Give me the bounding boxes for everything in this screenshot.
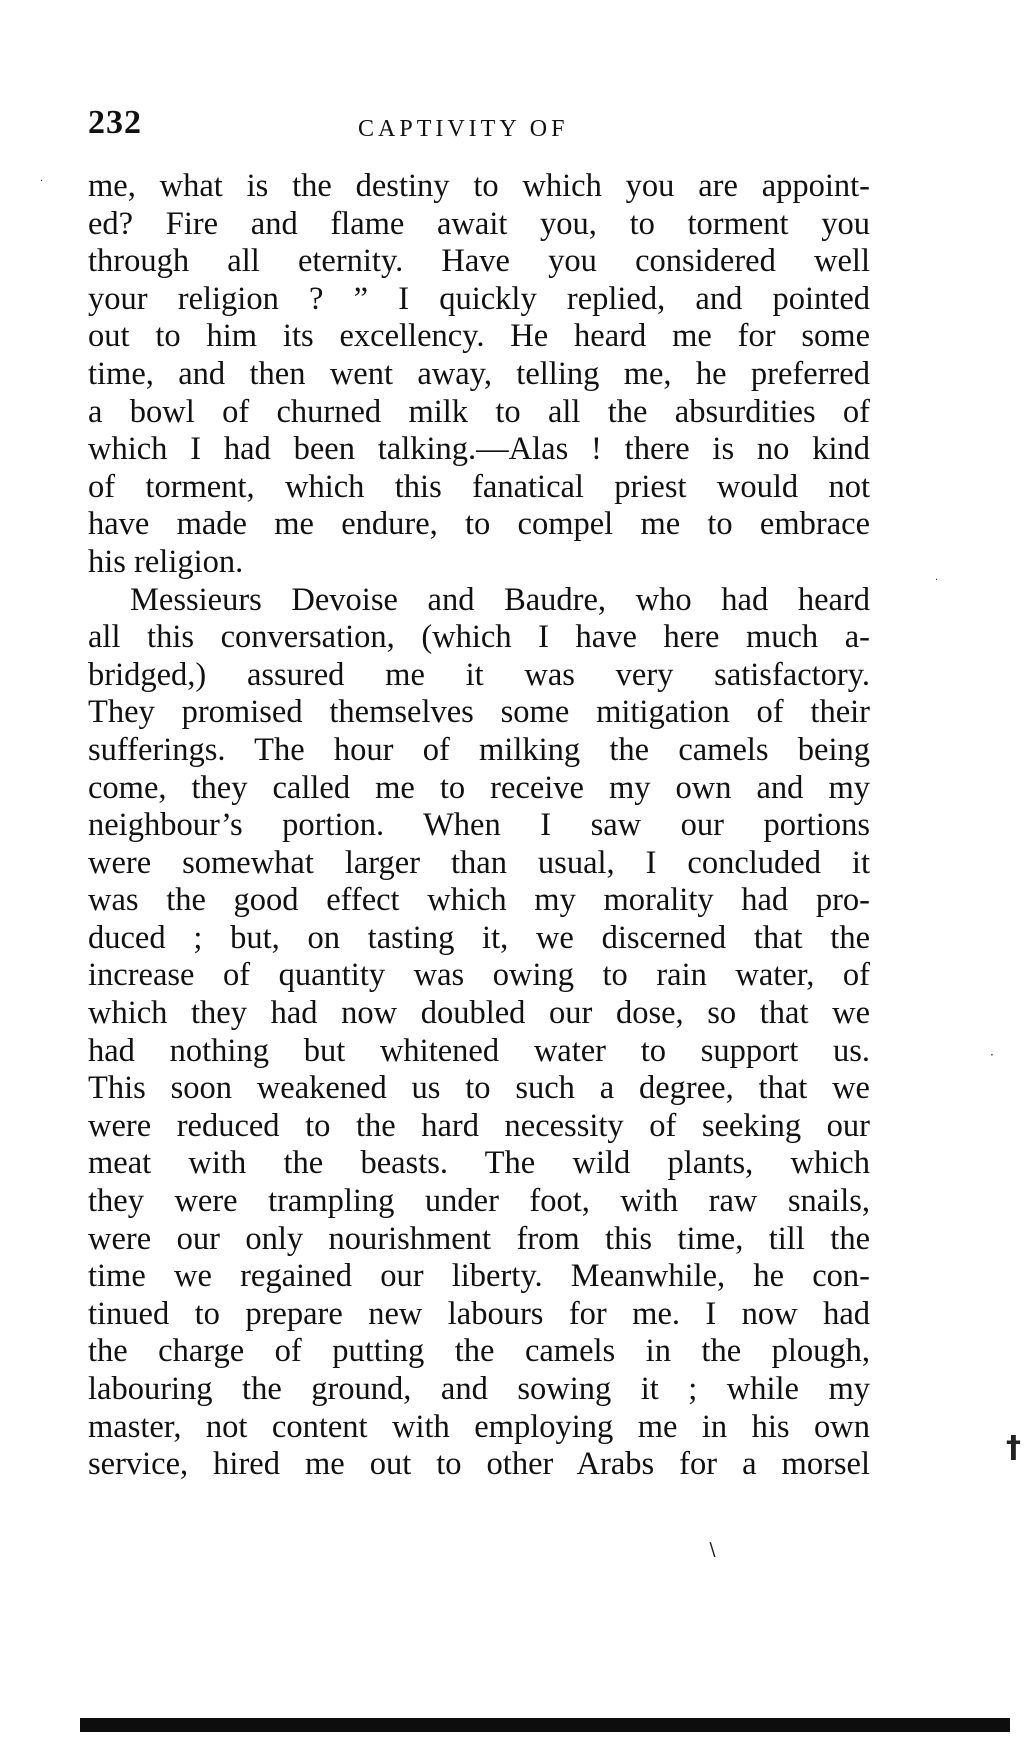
text-line: had nothing but whitened water to support us. bbox=[88, 1032, 870, 1069]
text-line: This soon weakened us to such a degree, that we bbox=[88, 1070, 870, 1107]
text-line: time, and then went away, telling me, he preferred bbox=[88, 355, 870, 392]
margin-speck: · bbox=[990, 1048, 994, 1062]
text-line: ed? Fire and flame await you, to torment you bbox=[88, 205, 870, 242]
text-line: of torment, which this fanatical priest would not bbox=[88, 468, 870, 505]
text-line: master, not content with employing me in his own bbox=[88, 1408, 870, 1445]
text-line: which I had been talking.—Alas ! there is no kind bbox=[88, 431, 870, 468]
bottom-rule bbox=[80, 1718, 1010, 1732]
text-line: out to him its excellency. He heard me for some bbox=[88, 318, 870, 355]
text-line: a bowl of churned milk to all the absurdities of bbox=[88, 393, 870, 430]
text-line: have made me endure, to compel me to embrace bbox=[88, 506, 870, 543]
text-line: bridged,) assured me it was very satisfactory. bbox=[88, 656, 870, 693]
text-line: They promised themselves some mitigation of their bbox=[88, 694, 870, 731]
text-line: they were trampling under foot, with raw snails, bbox=[88, 1183, 870, 1220]
paragraph-end-line: his religion. bbox=[88, 543, 244, 580]
text-line: labouring the ground, and sowing it ; while my bbox=[88, 1371, 870, 1407]
text-line: neighbour’s portion. When I saw our portions bbox=[88, 807, 870, 844]
text-line: meat with the beasts. The wild plants, which bbox=[88, 1145, 870, 1182]
text-line: increase of quantity was owing to rain water, of bbox=[88, 957, 870, 994]
text-line: was the good effect which my morality had pro- bbox=[88, 882, 870, 919]
running-head: CAPTIVITY OF bbox=[358, 116, 569, 142]
text-line: were reduced to the hard necessity of seeking our bbox=[88, 1107, 870, 1144]
text-line: me, what is the destiny to which you are appoint- bbox=[88, 168, 870, 204]
page-number: 232 bbox=[88, 104, 142, 141]
text-line: time we regained our liberty. Meanwhile, he con- bbox=[88, 1258, 870, 1295]
text-line: sufferings. The hour of milking the camels being bbox=[88, 731, 870, 768]
text-line: service, hired me out to other Arabs for a morsel bbox=[88, 1446, 870, 1483]
text-line: duced ; but, on tasting it, we discerned that the bbox=[88, 919, 870, 956]
body-text bbox=[88, 168, 870, 1484]
text-line: all this conversation, (which I have here much a- bbox=[88, 619, 870, 656]
text-line: the charge of putting the camels in the plough, bbox=[88, 1333, 870, 1370]
margin-speck: · bbox=[935, 575, 939, 586]
text-line: through all eternity. Have you considered well bbox=[88, 243, 870, 280]
paragraph-start-line: Messieurs Devoise and Baudre, who had heard bbox=[130, 581, 870, 618]
text-line: come, they called me to receive my own and my bbox=[88, 769, 870, 806]
text-line: tinued to prepare new labours for me. I now had bbox=[88, 1295, 870, 1332]
text-line: were our only nourishment from this time, till the bbox=[88, 1220, 870, 1257]
text-line: your religion ? ” I quickly replied, and pointed bbox=[88, 280, 870, 317]
margin-speck: ∖ bbox=[706, 1540, 718, 1561]
text-line: were somewhat larger than usual, I concluded it bbox=[88, 844, 870, 881]
page-header bbox=[88, 104, 868, 154]
margin-speck: · bbox=[40, 176, 44, 187]
margin-glyph: † bbox=[1006, 1430, 1021, 1465]
text-line: which they had now doubled our dose, so that we bbox=[88, 995, 870, 1032]
